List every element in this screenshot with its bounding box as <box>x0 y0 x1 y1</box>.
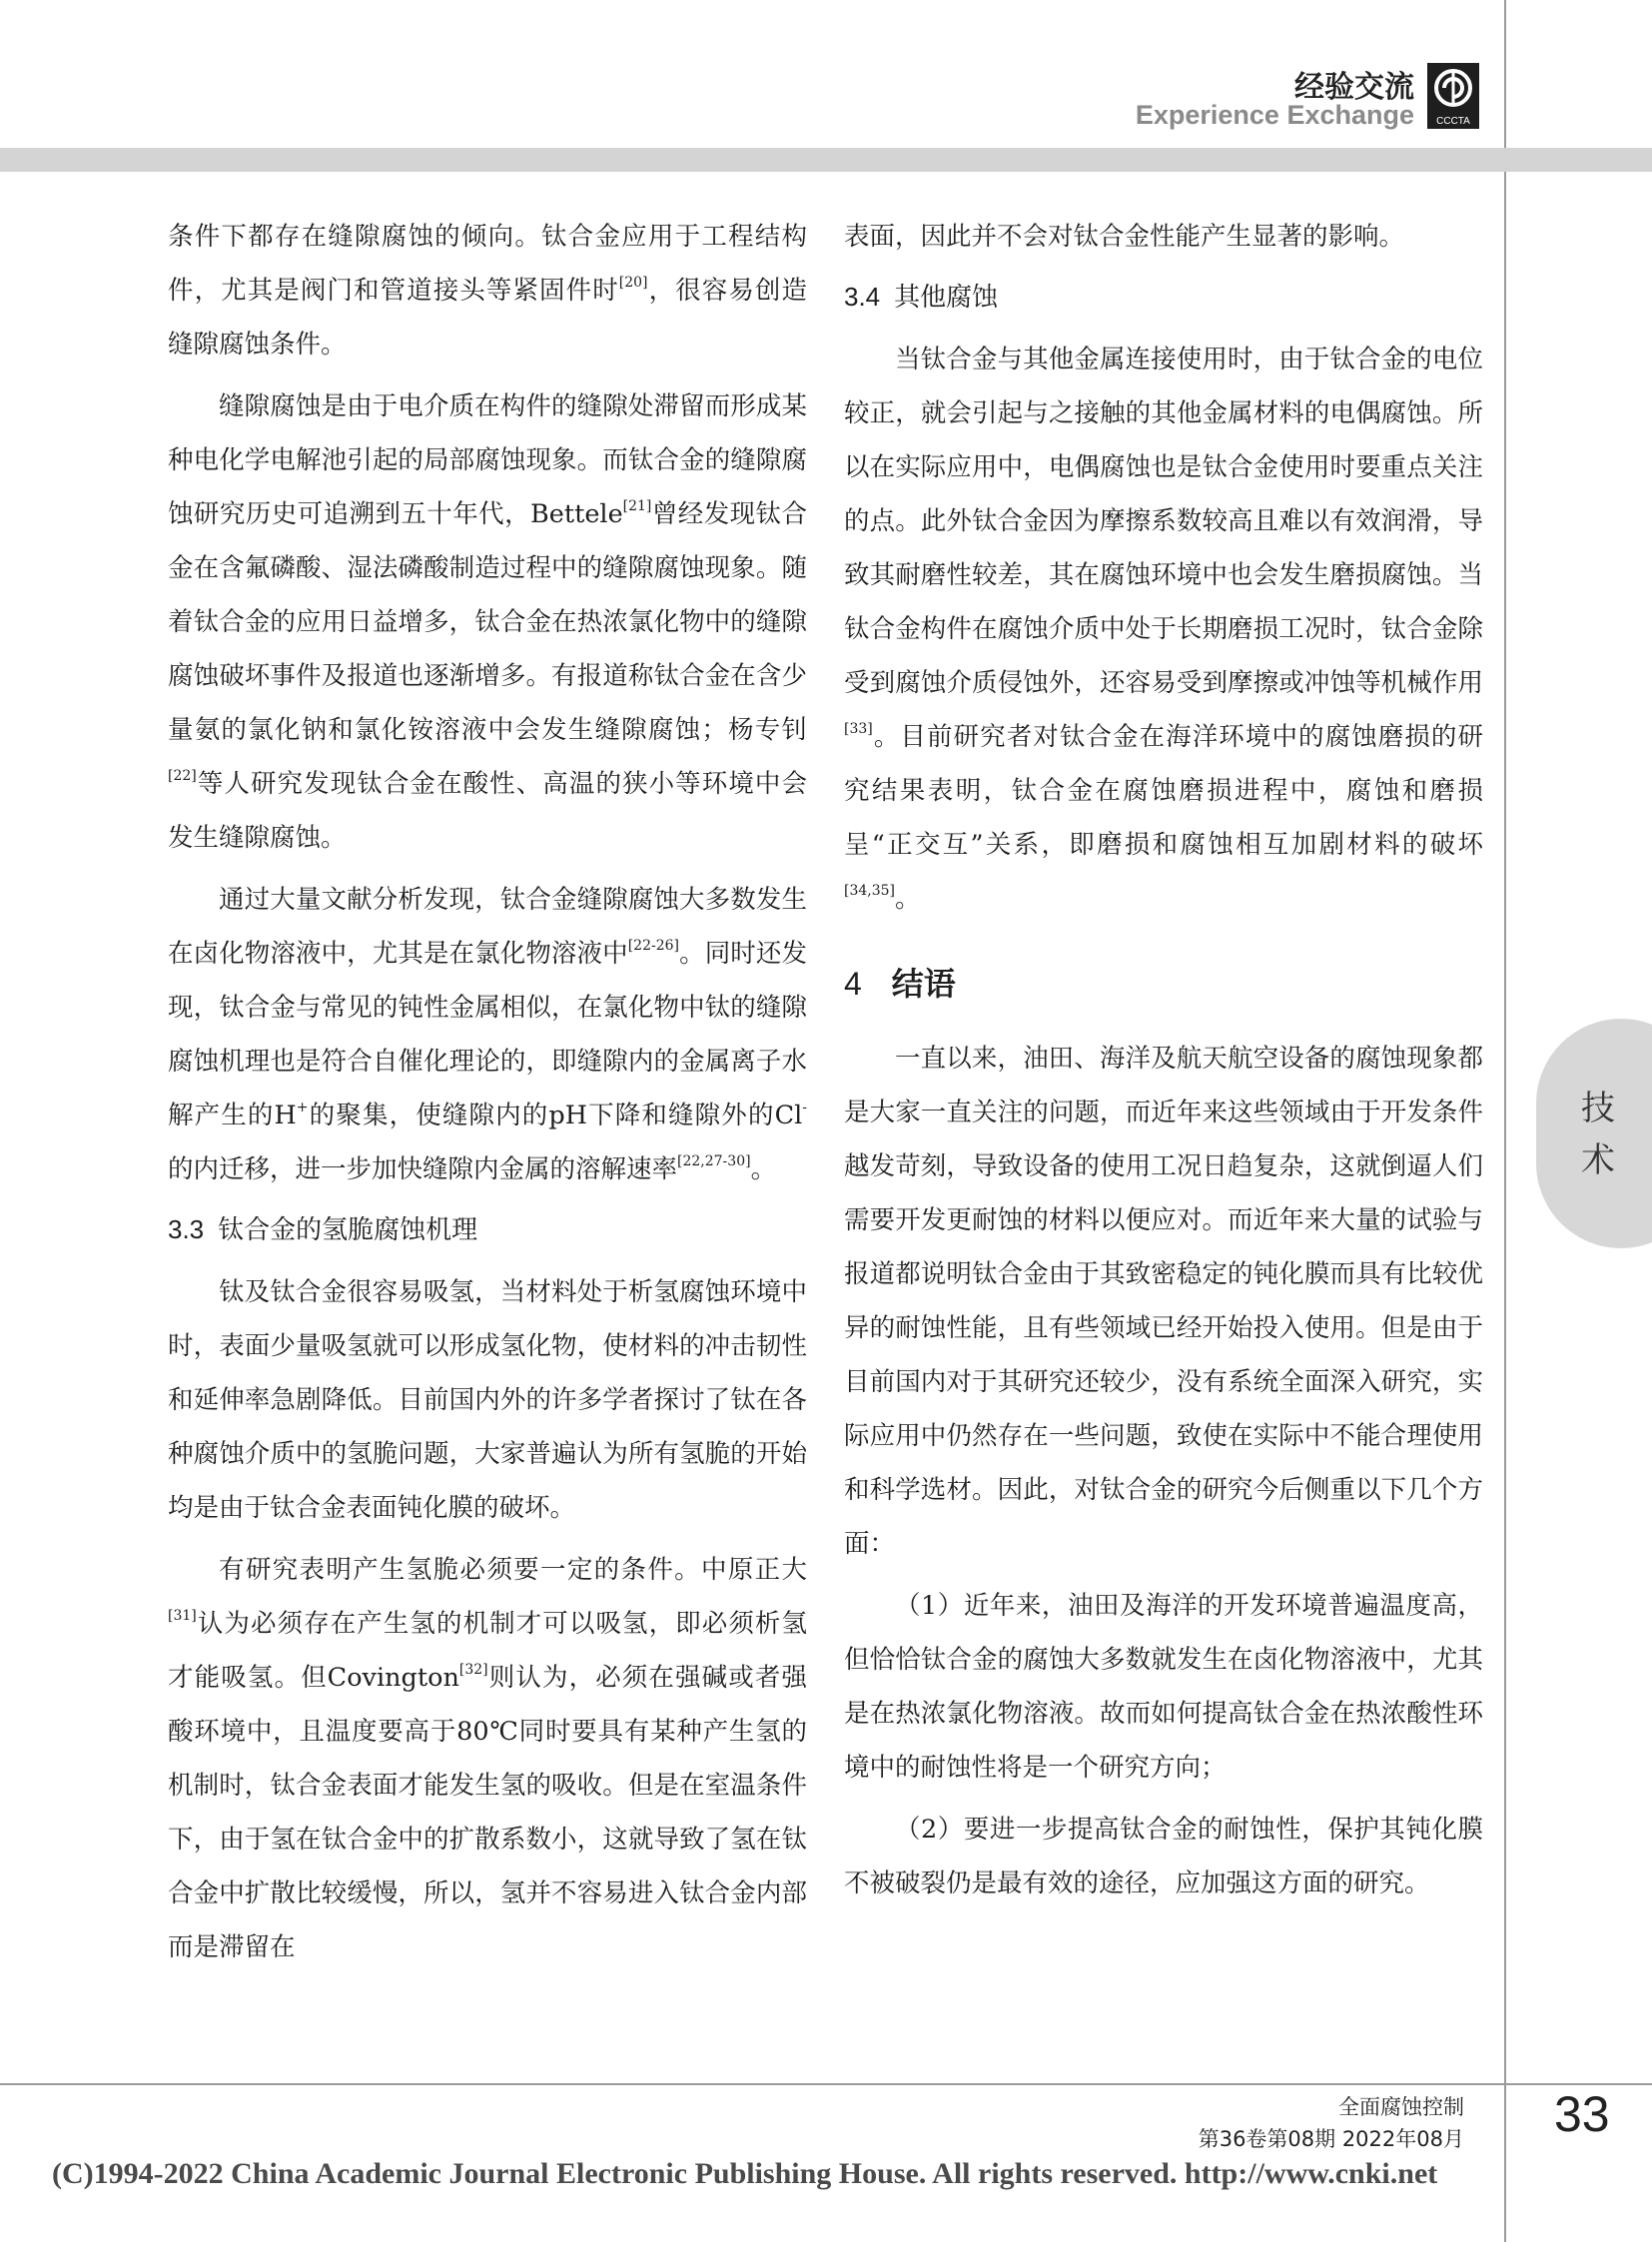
column-subtitle: Experience Exchange <box>1135 100 1414 130</box>
column-title: 经验交流 <box>1294 70 1414 105</box>
paragraph: 缝隙腐蚀是由于电介质在构件的缝隙处滞留而形成某种电化学电解池引起的局部腐蚀现象。而钛合金的缝隙腐蚀研究历史可追溯到五十年代，Bettele[21]曾经发现钛合金在含氟磷酸、湿法磷酸制造过程中的缝隙腐蚀现象。随着钛合金的应用日益增多，钛合金在热浓氯化物中的缝隙腐蚀破坏事件及报道也逐渐增多。有报道称钛合金在含少量氨的氯化钠和氯化铵溶液中会发生缝隙腐蚀；杨专钊[22]等人研究发现钛合金在酸性、高温的狭小等环境中会发生缝隙腐蚀。 <box>168 391 807 853</box>
citation: [32] <box>458 1662 488 1678</box>
citation: [31] <box>168 1608 197 1624</box>
page-number: 33 <box>1554 2086 1610 2142</box>
citation: [34,35] <box>844 883 896 899</box>
section-side-tab-label: 技 术 <box>1581 1089 1615 1180</box>
superscript-minus: - <box>802 1100 807 1116</box>
right-margin-rule <box>1504 0 1506 2242</box>
superscript-plus: + <box>296 1100 309 1116</box>
copyright-notice: (C)1994-2022 China Academic Journal Electronic Publishing House. All rights reserved. http://www.cnki.net <box>52 2157 1438 2190</box>
journal-name: 全面腐蚀控制 <box>1338 2095 1464 2119</box>
citation: [22-26] <box>627 938 679 954</box>
right-column <box>844 210 1483 1918</box>
citation: [22] <box>168 768 197 784</box>
footer-rule <box>0 2083 1652 2085</box>
citation: [21] <box>622 498 652 514</box>
citation: [22,27-30] <box>677 1153 751 1169</box>
logo-text: CCCTA <box>1436 116 1470 127</box>
section-heading-3-4: 3.4 其他腐蚀 <box>844 282 999 313</box>
section-heading-4: 4 结语 <box>844 965 956 1003</box>
header-band <box>0 148 1652 172</box>
paragraph: （2）要进一步提高钛合金的耐蚀性，保护其钝化膜不被破裂仍是最有效的途径，应加强这方面的研究。 <box>844 1815 1483 1898</box>
paragraph: （1）近年来，油田及海洋的开发环境普遍温度高，但恰恰钛合金的腐蚀大多数就发生在卤化物溶液中，尤其是在热浓氯化物溶液。故而如何提高钛合金在热浓酸性环境中的耐蚀性将是一个研究方向； <box>844 1591 1483 1783</box>
paragraph: 有研究表明产生氢脆必须要一定的条件。中原正大[31]认为必须存在产生氢的机制才可以吸氢，即必须析氢才能吸氢。但Covington[32]则认为，必须在强碱或者强酸环境中，且温度要高于80℃同时要具有某种产生氢的机制时，钛合金表面才能发生氢的吸收。但是在室温条件下，由于氢在钛合金中的扩散系数小，这就导致了氢在钛合金中扩散比较缓慢，所以，氢并不容易进入钛合金内部而是滞留在 <box>168 1555 807 1962</box>
section-heading-3-3: 3.3 钛合金的氢脆腐蚀机理 <box>168 1214 478 1245</box>
cccta-logo-icon <box>1426 62 1480 130</box>
paragraph: 当钛合金与其他金属连接使用时，由于钛合金的电位较正，就会引起与之接触的其他金属材料的电偶腐蚀。所以在实际应用中，电偶腐蚀也是钛合金使用时要重点关注的点。此外钛合金因为摩擦系数较高且难以有效润滑，导致其耐磨性较差，其在腐蚀环境中也会发生磨损腐蚀。当钛合金构件在腐蚀介质中处于长期磨损工况时，钛合金除受到腐蚀介质侵蚀外，还容易受到摩擦或冲蚀等机械作用[33]。目前研究者对钛合金在海洋环境中的腐蚀磨损的研究结果表明，钛合金在腐蚀磨损进程中，腐蚀和磨损呈“正交互”关系，即磨损和腐蚀相互加剧材料的破坏[34,35]。 <box>844 345 1483 914</box>
journal-issue: 第36卷第08期 2022年08月 <box>1198 2127 1464 2151</box>
citation: [20] <box>618 275 648 291</box>
left-column <box>168 210 807 1982</box>
paragraph: 一直以来，油田、海洋及航天航空设备的腐蚀现象都是大家一直关注的问题，而近年来这些领域由于开发条件越发苛刻，导致设备的使用工况日趋复杂，这就倒逼人们需要开发更耐蚀的材料以便应对。而近年来大量的试验与报道都说明钛合金由于其致密稳定的钝化膜而具有比较优异的耐蚀性能，且有些领域已经开始投入使用。但是由于目前国内对于其研究还较少，没有系统全面深入研究，实际应用中仍然存在一些问题，致使在实际中不能合理使用和科学选材。因此，对钛合金的研究今后侧重以下几个方面： <box>844 1044 1483 1559</box>
paragraph: 钛及钛合金很容易吸氢，当材料处于析氢腐蚀环境中时，表面少量吸氢就可以形成氢化物，使材料的冲击韧性和延伸率急剧降低。目前国内外的许多学者探讨了钛在各种腐蚀介质中的氢脆问题，大家普遍认为所有氢脆的开始均是由于钛合金表面钝化膜的破坏。 <box>168 1277 807 1523</box>
paragraph: 表面，因此并不会对钛合金性能产生显著的影响。 <box>844 222 1405 252</box>
paragraph: 通过大量文献分析发现，钛合金缝隙腐蚀大多数发生在卤化物溶液中，尤其是在氯化物溶液中[22-26]。同时还发现，钛合金与常见的钝性金属相似，在氯化物中钛的缝隙腐蚀机理也是符合自催化理论的，即缝隙内的金属离子水解产生的H+的聚集，使缝隙内的pH下降和缝隙外的Cl-的内迁移，进一步加快缝隙内金属的溶解速率[22,27-30]。 <box>168 885 807 1184</box>
citation: [33] <box>844 721 873 737</box>
paragraph: 条件下都存在缝隙腐蚀的倾向。钛合金应用于工程结构件，尤其是阀门和管道接头等紧固件时[20]，很容易创造缝隙腐蚀条件。 <box>168 222 807 360</box>
